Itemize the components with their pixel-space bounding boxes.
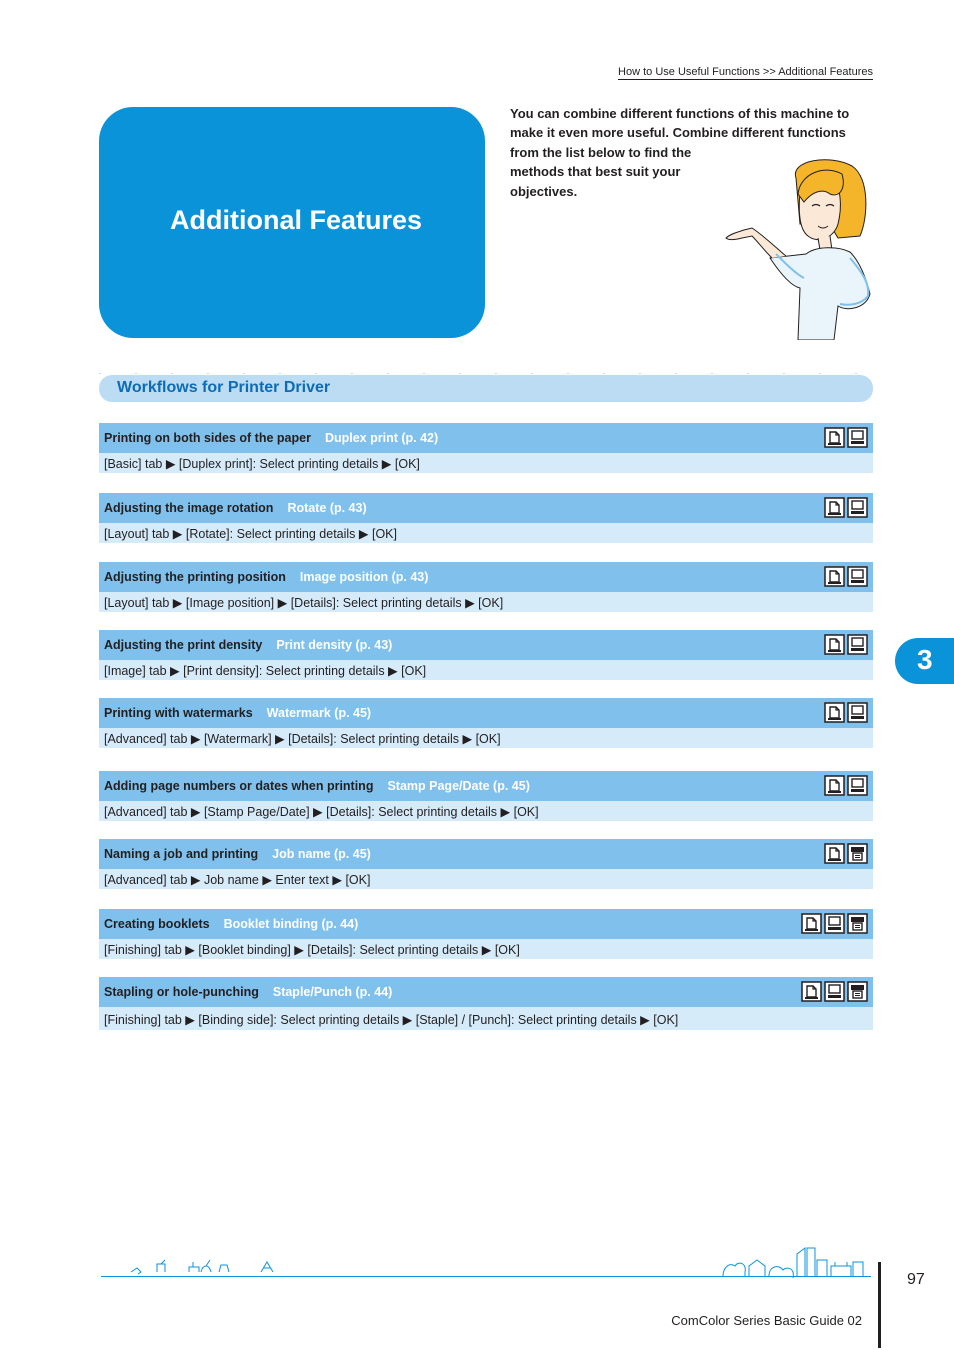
- computer-icon: [847, 775, 868, 796]
- workflow-path: [99, 801, 873, 821]
- workflow-header: [99, 562, 873, 592]
- computer-icon: [847, 497, 868, 518]
- document-icon: [824, 566, 845, 587]
- workflow-path: [99, 660, 873, 680]
- workflow-title: Adjusting the print density: [104, 638, 263, 652]
- workflow-title: Adjusting the printing position: [104, 570, 286, 584]
- workflow-path: [99, 939, 873, 959]
- chapter-tab[interactable]: [895, 638, 954, 684]
- workflow-reference-link[interactable]: Image position (p. 43): [299, 570, 429, 584]
- workflow-path-text: [Layout] tab ▶ [Rotate]: Select printing details ▶ [OK]: [104, 527, 397, 541]
- workflow-header: [99, 771, 873, 801]
- workflow-path: [99, 1007, 873, 1030]
- breadcrumb: How to Use Useful Functions >> Additional Features: [618, 66, 873, 78]
- section-header: [99, 375, 873, 402]
- document-icon: [824, 775, 845, 796]
- workflow-path-text: [Image] tab ▶ [Print density]: Select printing details ▶ [OK]: [104, 664, 427, 678]
- workflow-reference-link[interactable]: Rotate (p. 43): [287, 501, 367, 515]
- document-icon: [824, 634, 845, 655]
- footer-decoration: [101, 1242, 871, 1278]
- workflow-path: [99, 869, 873, 889]
- workflow-reference-link[interactable]: Watermark (p. 45): [266, 706, 372, 720]
- intro-line: methods that best suit your: [510, 164, 681, 180]
- document-icon: [801, 913, 822, 934]
- workflow-row: [99, 562, 873, 612]
- workflow-path-text: [Finishing] tab ▶ [Binding side]: Select printing details ▶ [Staple] / [Punch]: Select printing details ▶ [OK]: [104, 1013, 679, 1027]
- workflow-path-text: [Finishing] tab ▶ [Booklet binding] ▶ [Details]: Select printing details ▶ [OK]: [104, 943, 520, 957]
- workflow-path-text: [Advanced] tab ▶ [Watermark] ▶ [Details]: Select printing details ▶ [OK]: [104, 732, 501, 746]
- workflow-row: [99, 771, 873, 821]
- workflow-title: Stapling or hole-punching: [104, 985, 259, 999]
- workflow-title: Printing with watermarks: [104, 706, 253, 720]
- workflow-reference-link[interactable]: Duplex print (p. 42): [324, 431, 439, 445]
- intro-line: make it even more useful. Combine different functions: [510, 125, 846, 141]
- printer-icon: [847, 913, 868, 934]
- character-illustration: [720, 158, 880, 340]
- computer-icon: [824, 981, 845, 1002]
- workflow-path: [99, 453, 873, 473]
- workflow-header: [99, 493, 873, 523]
- document-icon: [801, 981, 822, 1002]
- workflow-path: [99, 592, 873, 612]
- intro-line: from the list below to find the: [510, 144, 692, 160]
- workflow-row: [99, 909, 873, 959]
- page-number: 97: [907, 1271, 925, 1288]
- document-icon: [824, 843, 845, 864]
- workflow-row: [99, 698, 873, 748]
- page-bar: [878, 1262, 881, 1348]
- workflow-row: [99, 423, 873, 473]
- workflow-header: [99, 630, 873, 660]
- workflow-title: Printing on both sides of the paper: [104, 431, 311, 445]
- workflow-path-text: [Basic] tab ▶ [Duplex print]: Select printing details ▶ [OK]: [104, 457, 420, 471]
- workflow-row: [99, 493, 873, 543]
- computer-icon: [847, 566, 868, 587]
- workflow-header: [99, 839, 873, 869]
- workflow-title: Naming a job and printing: [104, 847, 259, 861]
- workflow-title: Adding page numbers or dates when printing: [104, 779, 374, 793]
- computer-icon: [847, 702, 868, 723]
- workflow-reference-link[interactable]: Print density (p. 43): [276, 638, 393, 652]
- workflow-row: [99, 630, 873, 680]
- page-title: Additional Features: [170, 205, 423, 235]
- document-icon: [824, 427, 845, 448]
- guide-name: ComColor Series Basic Guide 02: [671, 1313, 862, 1328]
- workflow-path-text: [Advanced] tab ▶ [Stamp Page/Date] ▶ [Details]: Select printing details ▶ [OK]: [104, 805, 539, 819]
- document-icon: [824, 702, 845, 723]
- computer-icon: [847, 634, 868, 655]
- workflow-title: Adjusting the image rotation: [104, 501, 274, 515]
- workflow-path-text: [Advanced] tab ▶ Job name ▶ Enter text ▶ [OK]: [104, 873, 371, 887]
- workflow-path: [99, 523, 873, 543]
- workflow-reference-link[interactable]: Stamp Page/Date (p. 45): [387, 779, 530, 793]
- workflow-header: [99, 698, 873, 728]
- workflow-header: [99, 977, 873, 1007]
- workflow-path-text: [Layout] tab ▶ [Image position] ▶ [Details]: Select printing details ▶ [OK]: [104, 596, 504, 610]
- intro-line: You can combine different functions of this machine to: [510, 106, 850, 121]
- printer-icon: [847, 981, 868, 1002]
- workflow-title: Creating booklets: [104, 917, 210, 931]
- computer-icon: [847, 427, 868, 448]
- workflow-reference-link[interactable]: Booklet binding (p. 44): [223, 917, 359, 931]
- chapter-number: 3: [917, 644, 933, 675]
- workflow-path: [99, 728, 873, 748]
- workflow-header: [99, 423, 873, 453]
- workflow-reference-link[interactable]: Job name (p. 45): [272, 847, 371, 861]
- intro-line: objectives.: [510, 183, 578, 199]
- printer-icon: [847, 843, 868, 864]
- workflow-row: [99, 977, 873, 1030]
- computer-icon: [824, 913, 845, 934]
- document-icon: [824, 497, 845, 518]
- workflow-header: [99, 909, 873, 939]
- footer-rule: [101, 1276, 871, 1277]
- section-title: Workflows for Printer Driver: [117, 379, 331, 396]
- workflow-reference-link[interactable]: Staple/Punch (p. 44): [272, 985, 393, 999]
- workflow-row: [99, 839, 873, 889]
- title-box: [99, 107, 485, 338]
